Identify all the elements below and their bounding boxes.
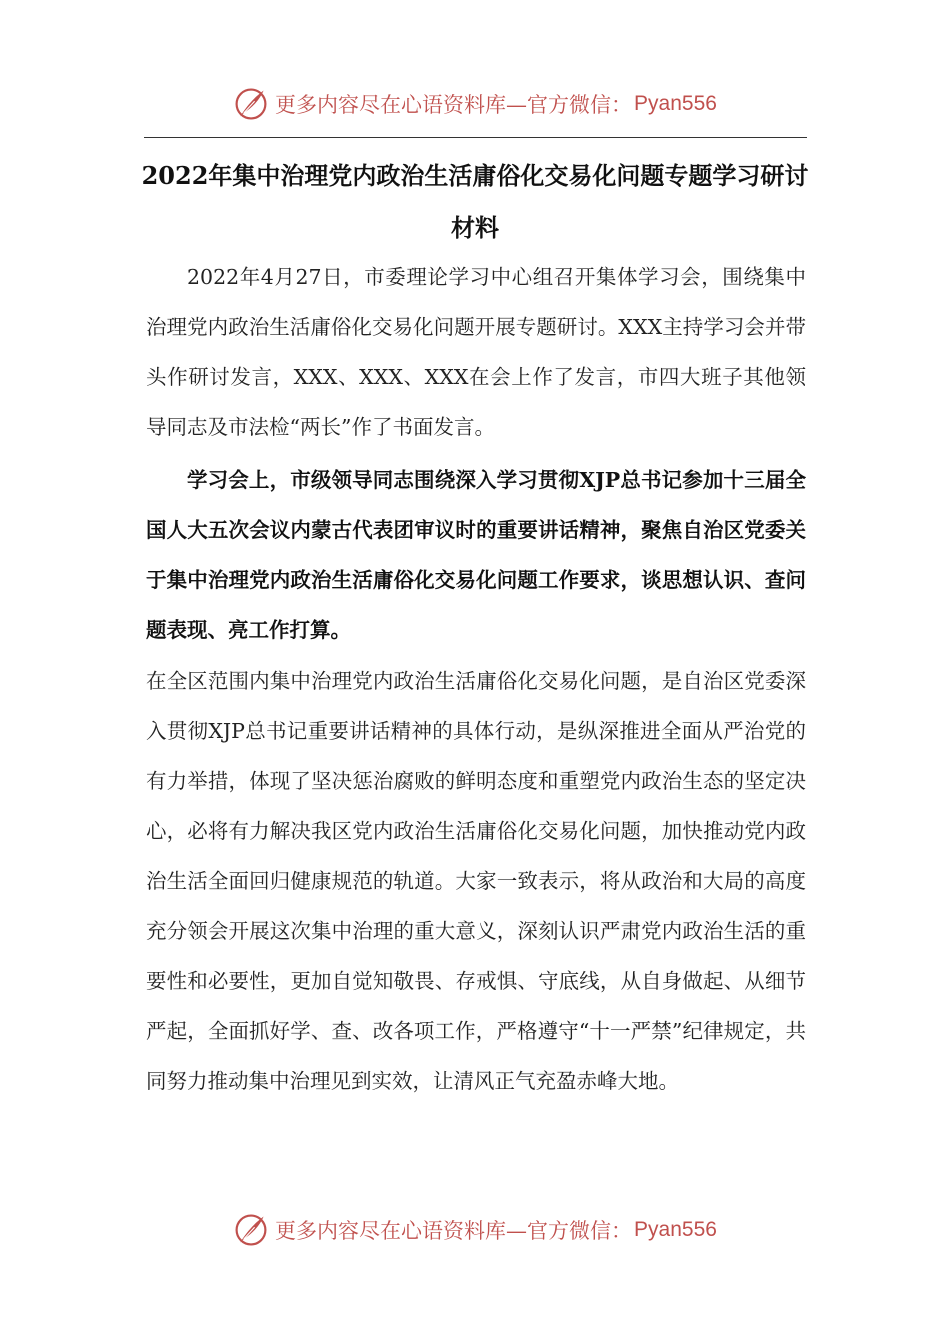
header-divider <box>144 137 807 138</box>
watermark-wechat-id: Pyan556 <box>634 92 717 115</box>
quill-pen-logo-icon <box>233 86 269 122</box>
header-watermark <box>0 84 950 124</box>
paragraph-bold-summary: 学习会上，市级领导同志围绕深入学习贯彻XJP总书记参加十三届全国人大五次会议内蒙古代表团审议时的重要讲话精神，聚焦自治区党委关于集中治理党内政治生活庸俗化交易化问题工作要求，谈思想认识、查问题表现、亮工作打算。 <box>146 468 806 642</box>
paragraph-body: 在全区范围内集中治理党内政治生活庸俗化交易化问题，是自治区党委深入贯彻XJP总书记重要讲话精神的具体行动，是纵深推进全面从严治党的有力举措，体现了坚决惩治腐败的鲜明态度和重塑党内政治生态的坚定决心，必将有力解决我区党内政治生活庸俗化交易化问题，加快推动党内政治生活全面回归健康规范的轨道。大家一致表示，将从政治和大局的高度充分领会开展这次集中治理的重大意义，深刻认识严肃党内政治生活的重要性和必要性，更加自觉知敬畏、存戒惧、守底线，从自身做起、从细节严起，全面抓好学、查、改各项工作，严格遵守“十一严禁”纪律规定，共同努力推动集中治理见到实效，让清风正气充盈赤峰大地。 <box>146 669 806 1093</box>
quill-pen-logo-icon <box>233 1212 269 1248</box>
watermark-wechat-id: Pyan556 <box>634 1218 717 1241</box>
watermark-text: 更多内容尽在心语资料库—官方微信： <box>275 93 633 117</box>
paragraph-intro: 2022年4月27日，市委理论学习中心组召开集体学习会，围绕集中治理党内政治生活庸俗化交易化问题开展专题研讨。XXX主持学习会并带头作研讨发言，XXX、XXX、XXX在会上作了发言，市四大班子其他领导同志及市法检“两长”作了书面发言。 <box>146 265 806 439</box>
footer-watermark <box>0 1210 950 1250</box>
watermark-text: 更多内容尽在心语资料库—官方微信： <box>275 1219 633 1243</box>
document-title: 2022年集中治理党内政治生活庸俗化交易化问题专题学习研讨材料 <box>141 161 809 242</box>
